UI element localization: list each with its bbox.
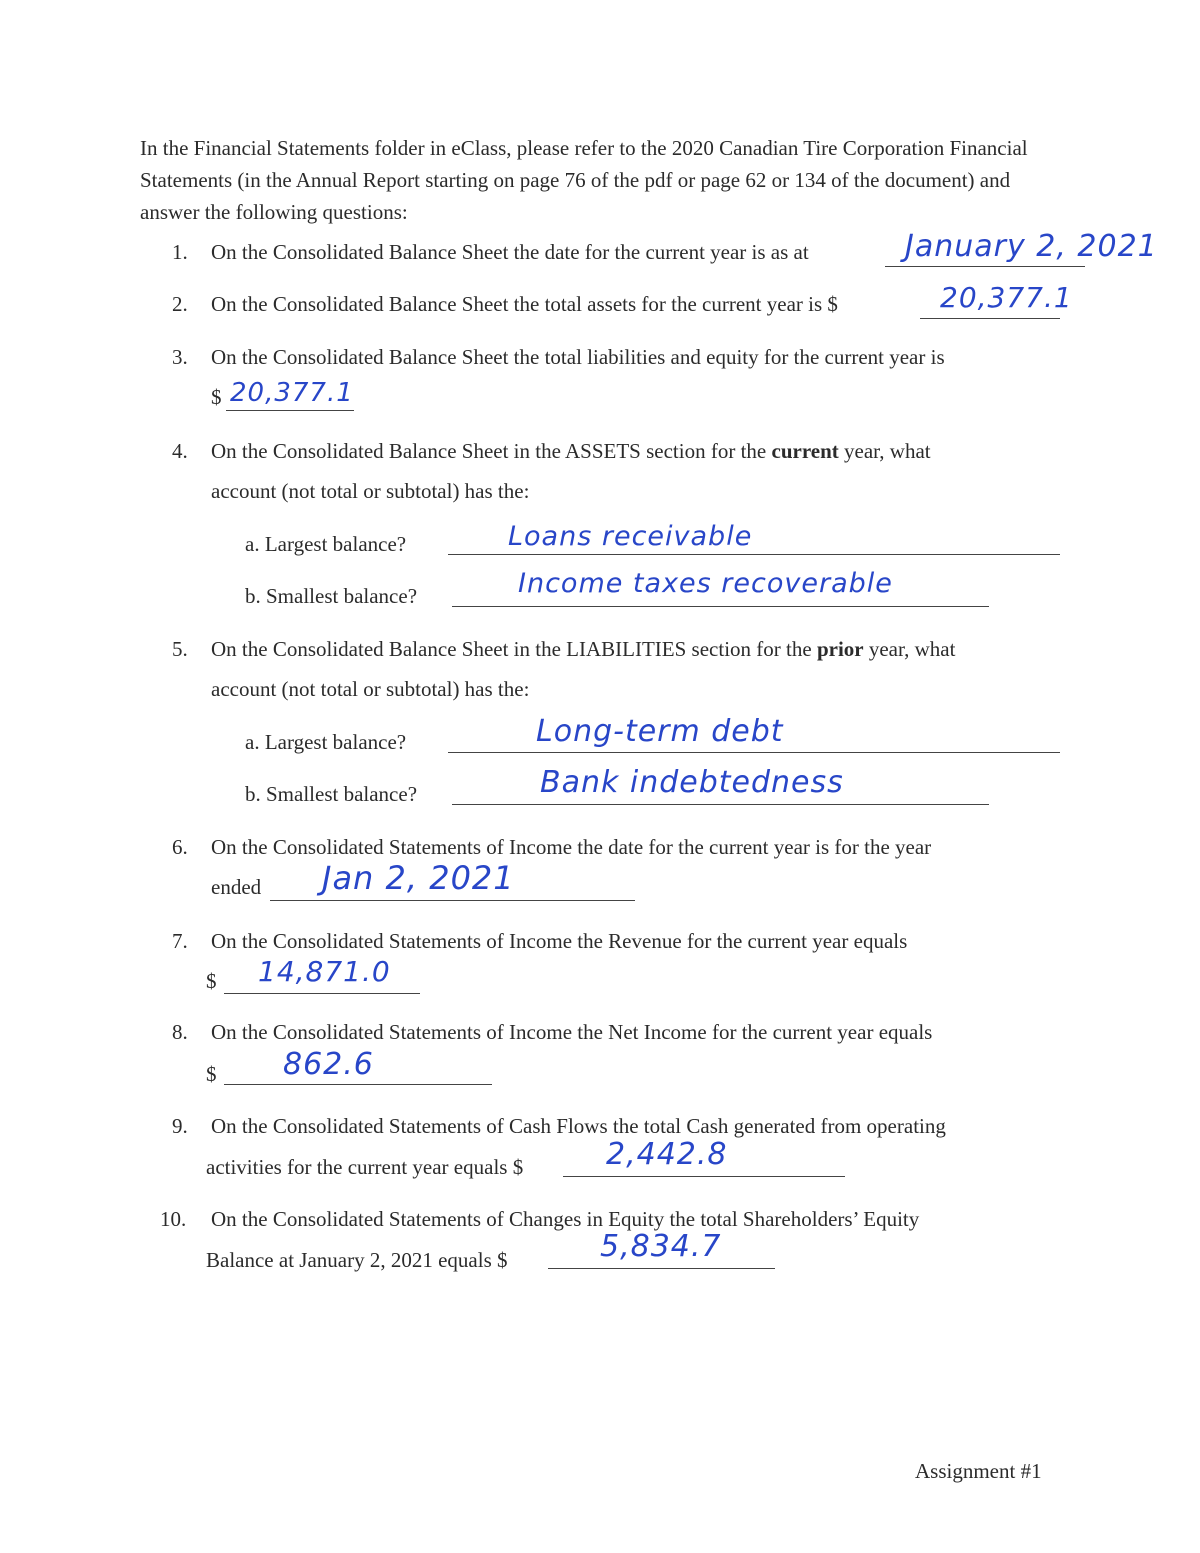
q10-number: 10. bbox=[160, 1207, 187, 1231]
q10-text-line2: Balance at January 2, 2021 equals $ bbox=[206, 1248, 508, 1272]
q8-dollar: $ bbox=[206, 1062, 217, 1086]
q5a-label: a. Largest balance? bbox=[245, 730, 407, 754]
q3-dollar: $ bbox=[211, 385, 222, 409]
q8-number: 8. bbox=[172, 1020, 188, 1044]
q3-text: On the Consolidated Balance Sheet the total liabilities and equity for the current year is bbox=[211, 345, 945, 369]
q5-text-line2: account (not total or subtotal) has the: bbox=[211, 677, 530, 701]
q2-answer: 20,377.1 bbox=[940, 281, 1073, 314]
q2-number: 2. bbox=[172, 292, 188, 316]
q10-answer: 5,834.7 bbox=[600, 1229, 722, 1264]
q5a-answer: Long-term debt bbox=[536, 714, 784, 749]
q7-dollar: $ bbox=[206, 969, 217, 993]
q5-text: On the Consolidated Balance Sheet in the LIABILITIES section for the prior year, what bbox=[211, 637, 956, 661]
intro-paragraph: In the Financial Statements folder in eClass, please refer to the 2020 Canadian Tire Corporation Financial Statements (in the Annual Report starting on page 76 of the pdf or page 62 or 134 of the document) and answer the following questions: bbox=[140, 136, 1028, 224]
footer-label: Assignment #1 bbox=[915, 1459, 1042, 1483]
q2-text: On the Consolidated Balance Sheet the total assets for the current year is $ bbox=[211, 292, 838, 316]
q1-number: 1. bbox=[172, 240, 188, 264]
q9-text: On the Consolidated Statements of Cash Flows the total Cash generated from operating bbox=[211, 1114, 946, 1138]
q8-answer: 862.6 bbox=[283, 1047, 374, 1082]
q4-text-line2: account (not total or subtotal) has the: bbox=[211, 479, 530, 503]
q4a-label: a. Largest balance? bbox=[245, 532, 407, 556]
q9-text-line2: activities for the current year equals $ bbox=[206, 1155, 524, 1179]
q7-number: 7. bbox=[172, 929, 188, 953]
q7-answer: 14,871.0 bbox=[258, 955, 391, 988]
q6-number: 6. bbox=[172, 835, 188, 859]
q1-text: On the Consolidated Balance Sheet the date for the current year is as at bbox=[211, 240, 809, 264]
q4-number: 4. bbox=[172, 439, 188, 463]
q3-answer: 20,377.1 bbox=[230, 378, 354, 408]
q6-text: On the Consolidated Statements of Income the date for the current year is for the year bbox=[211, 835, 932, 859]
q5-number: 5. bbox=[172, 637, 188, 661]
q6-text-line2: ended bbox=[211, 875, 262, 899]
q6-answer: Jan 2, 2021 bbox=[322, 859, 515, 897]
q9-number: 9. bbox=[172, 1114, 188, 1138]
q4b-label: b. Smallest balance? bbox=[245, 584, 418, 608]
q5b-label: b. Smallest balance? bbox=[245, 782, 418, 806]
q4-text: On the Consolidated Balance Sheet in the ASSETS section for the current year, what bbox=[211, 439, 931, 463]
q5b-answer: Bank indebtedness bbox=[540, 765, 844, 800]
q4a-answer: Loans receivable bbox=[508, 521, 753, 552]
q7-text: On the Consolidated Statements of Income the Revenue for the current year equals bbox=[211, 929, 908, 953]
q9-answer: 2,442.8 bbox=[606, 1137, 728, 1172]
q4b-answer: Income taxes recoverable bbox=[518, 568, 893, 599]
q8-text: On the Consolidated Statements of Income the Net Income for the current year equals bbox=[211, 1020, 933, 1044]
q3-number: 3. bbox=[172, 345, 188, 369]
q1-answer: January 2, 2021 bbox=[905, 229, 1158, 264]
q10-text: On the Consolidated Statements of Changes in Equity the total Shareholders’ Equity bbox=[211, 1207, 920, 1231]
